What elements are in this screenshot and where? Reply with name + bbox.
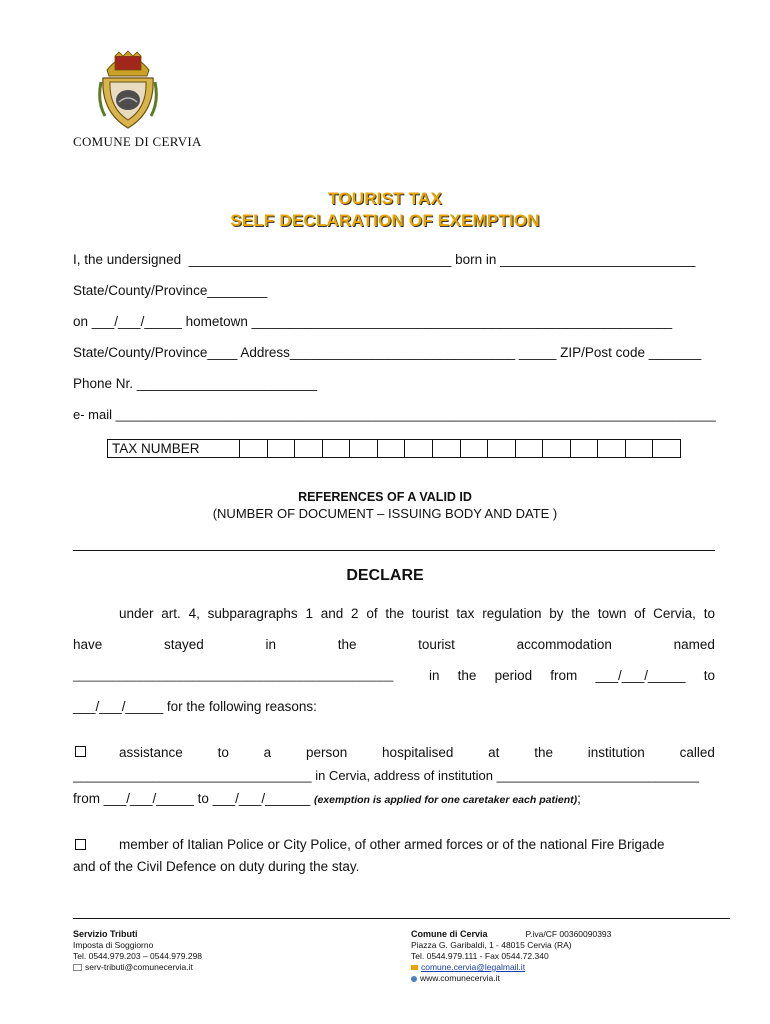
word: stayed xyxy=(163,637,204,652)
footer-vat: P.iva/CF 00360090393 xyxy=(525,929,612,939)
word: assistance xyxy=(119,745,183,760)
word: named xyxy=(673,637,715,652)
accommodation-name-blank: ________________________________________________ xyxy=(73,668,394,682)
tax-number-cell xyxy=(598,440,626,457)
footer-left-email: serv-tributi@comunecervia.it xyxy=(85,962,193,972)
word: the xyxy=(571,606,591,621)
title-line-2: SELF DECLARATION OF EXEMPTION xyxy=(230,211,540,230)
word: under xyxy=(119,606,154,621)
period-from-date: ___/___/_____ xyxy=(595,668,686,683)
assistance-date-range: from ___/___/_____ to ___/___/______ xyxy=(73,791,314,806)
word: accommodation xyxy=(516,637,612,652)
word: to xyxy=(703,606,715,621)
footer-left-title: Servizio Tributi xyxy=(73,929,138,939)
address-line: State/County/Province____ Address______________________________ _____ ZIP/Post code _______ xyxy=(73,345,702,360)
birth-date-hometown-line: on ___/___/_____ hometown ________________________________________________________ xyxy=(73,314,673,329)
word: called xyxy=(679,745,715,760)
word: of xyxy=(634,606,646,621)
tax-number-cell xyxy=(405,440,433,457)
footer-rule xyxy=(73,918,730,919)
word: by xyxy=(549,606,564,621)
word: regulation xyxy=(482,606,542,621)
declare-para-line-4: ___/___/_____ for the following reasons: xyxy=(73,699,317,714)
declare-heading: DECLARE xyxy=(346,567,424,584)
punctuation: ; xyxy=(577,791,581,806)
declare-para-line-2 xyxy=(73,637,715,652)
globe-icon xyxy=(411,976,417,982)
word: hospitalised xyxy=(382,745,454,760)
word: Cervia, xyxy=(653,606,696,621)
option-assistance-checkbox[interactable] xyxy=(75,746,86,757)
word: tourist xyxy=(418,637,455,652)
word: from xyxy=(550,668,578,683)
word: tourist xyxy=(411,606,449,621)
references-subtitle: (NUMBER OF DOCUMENT – ISSUING BODY AND DATE ) xyxy=(212,506,558,521)
tax-number-cell xyxy=(626,440,654,457)
undersigned-line: I, the undersigned ___________________________________ born in __________________________ xyxy=(73,252,696,267)
footer-left-line-2: Tel. 0544.979.203 – 0544.979.298 xyxy=(73,951,203,961)
word: town xyxy=(597,606,627,621)
word: the xyxy=(337,637,357,652)
word: at xyxy=(488,745,500,760)
envelope-icon xyxy=(73,964,82,971)
footer-pec-link[interactable]: comune.cervia@legalmail.it xyxy=(421,962,526,972)
word: institution xyxy=(587,745,645,760)
option-assistance-line-3 xyxy=(73,791,581,806)
option-police-line-2: and of the Civil Defence on duty during the stay. xyxy=(73,859,360,874)
word: period xyxy=(494,668,533,683)
declare-para-line-1 xyxy=(119,606,715,621)
state-county-line: State/County/Province________ xyxy=(73,283,268,298)
word: and xyxy=(320,606,344,621)
word: 2 xyxy=(351,606,359,621)
tax-number-cell xyxy=(268,440,296,457)
footer-right-line-2: Tel. 0544.979.111 - Fax 0544.72.340 xyxy=(411,951,549,961)
mail-icon xyxy=(411,965,418,970)
tax-number-cell xyxy=(323,440,351,457)
option-police-line-1: member of Italian Police or City Police, of other armed forces or of the national Fire Brigade xyxy=(119,837,665,852)
tax-number-cell xyxy=(350,440,378,457)
references-title: REFERENCES OF A VALID ID xyxy=(298,490,472,504)
footer-website[interactable]: www.comunecervia.it xyxy=(420,973,500,983)
word: 1 xyxy=(305,606,313,621)
tax-number-cell xyxy=(543,440,571,457)
tax-number-cell xyxy=(240,440,268,457)
municipal-crest-logo xyxy=(97,42,159,132)
tax-number-cell xyxy=(378,440,406,457)
tax-number-cell xyxy=(516,440,544,457)
word: the xyxy=(385,606,405,621)
footer-left-line-1: Imposta di Soggiorno xyxy=(73,940,154,950)
tax-number-cell xyxy=(653,440,680,457)
footer-left xyxy=(73,929,202,973)
tax-number-cell xyxy=(295,440,323,457)
word: art. xyxy=(161,606,181,621)
word: the xyxy=(457,668,477,683)
email-line: e- mail ___________________________________________________________________________________ xyxy=(73,407,716,422)
tax-number-cell xyxy=(488,440,516,457)
option-assistance-line-1 xyxy=(119,745,715,760)
word: of xyxy=(366,606,378,621)
tax-number-cell xyxy=(433,440,461,457)
references-rule xyxy=(73,550,715,551)
title-line-1: TOURIST TAX xyxy=(328,189,442,208)
word: a xyxy=(263,745,272,760)
option-assistance-line-2: _________________________________ in Cervia, address of institution ____________________________ xyxy=(73,768,700,783)
tax-number-grid xyxy=(107,439,681,458)
word: in xyxy=(429,668,440,683)
word: in xyxy=(265,637,276,652)
tax-number-cell xyxy=(571,440,599,457)
tax-number-cell xyxy=(461,440,489,457)
tax-number-label: TAX NUMBER xyxy=(108,440,240,457)
phone-line: Phone Nr. ________________________ xyxy=(73,376,317,391)
footer-right-title: Comune di Cervia xyxy=(411,929,488,939)
declare-para-line-3 xyxy=(429,668,715,683)
word: 4, xyxy=(188,606,200,621)
word: subparagraphs xyxy=(207,606,298,621)
word: have xyxy=(73,637,103,652)
word: to xyxy=(217,745,229,760)
word: person xyxy=(305,745,348,760)
municipality-name: COMUNE DI CERVIA xyxy=(73,134,202,149)
footer-right xyxy=(411,929,611,984)
footer-right-line-1: Piazza G. Garibaldi, 1 - 48015 Cervia (RA) xyxy=(411,940,572,950)
word: to xyxy=(703,668,715,683)
option-police-checkbox[interactable] xyxy=(75,839,86,850)
word: the xyxy=(534,745,553,760)
caretaker-note: (exemption is applied for one caretaker each patient) xyxy=(313,794,578,806)
word: tax xyxy=(456,606,475,621)
